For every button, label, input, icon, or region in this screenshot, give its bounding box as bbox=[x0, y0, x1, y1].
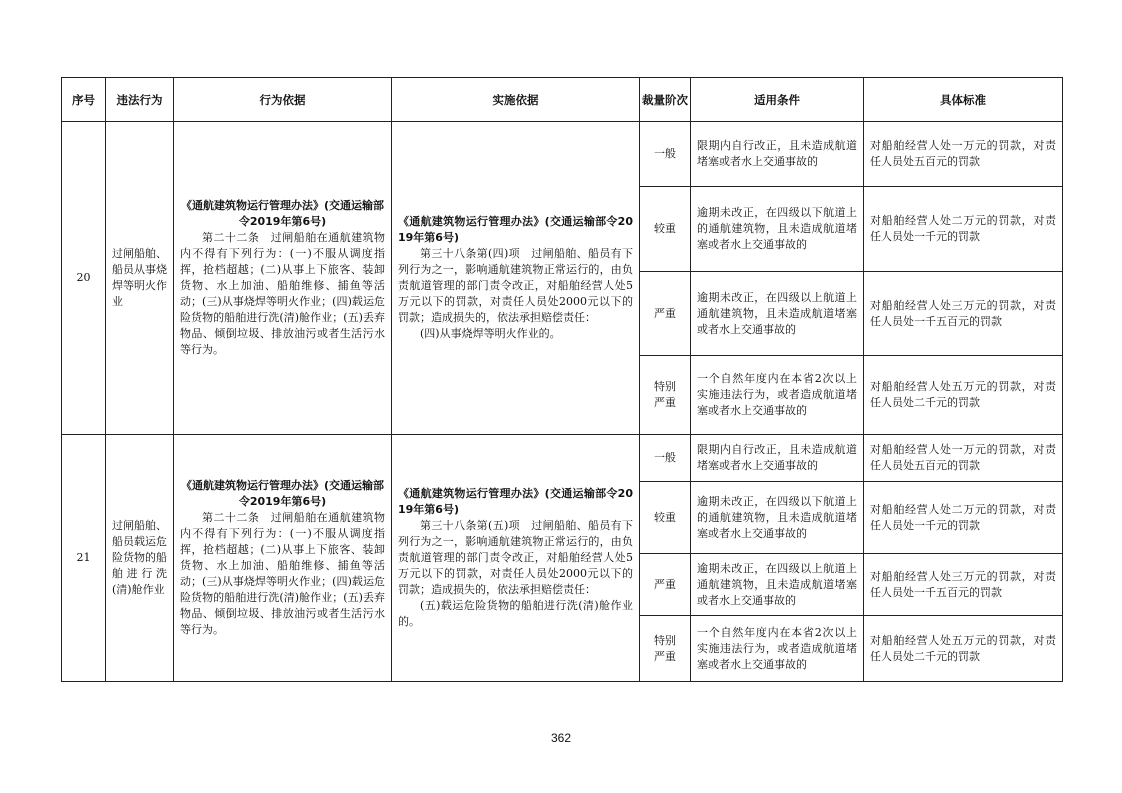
row-impl bbox=[392, 122, 640, 435]
header-level: 裁量阶次 bbox=[640, 78, 691, 122]
cond-cell: 逾期未改正，在四级以上航道上通航建筑物，且未造成航道堵塞或者水上交通事故的 bbox=[691, 554, 864, 616]
cond-cell: 一个自然年度内在本省2次以上实施违法行为，或者造成航道堵塞或者水上交通事故的 bbox=[691, 356, 864, 435]
std-cell: 对船舶经营人处三万元的罚款，对责任人员处一千五百元的罚款 bbox=[864, 272, 1063, 356]
std-cell: 对船舶经营人处二万元的罚款，对责任人员处一千元的罚款 bbox=[864, 187, 1063, 272]
impl-item: (五)载运危险货物的船舶进行洗(清)舱作业的。 bbox=[398, 599, 633, 628]
row-impl bbox=[392, 435, 640, 682]
level-cell: 严重 bbox=[640, 554, 691, 616]
impl-text: 第三十八条第(四)项 过闸船舶、船员有下列行为之一，影响通航建筑物正常运行的，由负责航道管理的部门责令改正，对船舶经营人处5万元以下的罚款，对责任人员处2000元以下的罚款；造成损失的，依法承担赔偿责任： bbox=[398, 247, 633, 324]
basis-text: 第二十二条 过闸船舶在通航建筑物内不得有下列行为：(一)不服从调度指挥，抢档超越；(二)从事上下旅客、装卸货物、水上加油、船舶维修、捕鱼等活动；(三)从事烧焊等明火作业；(四)载运危险货物的船舶进行洗(清)舱作业；(五)丢弃物品、倾倒垃圾、排放油污或者生活污水等行为。 bbox=[180, 231, 385, 356]
row-basis bbox=[174, 122, 392, 435]
header-std: 具体标准 bbox=[864, 78, 1063, 122]
basis-title: 《通航建筑物运行管理办法》(交通运输部令2019年第6号) bbox=[180, 479, 385, 508]
cond-cell: 限期内自行改正，且未造成航道堵塞或者水上交通事故的 bbox=[691, 122, 864, 187]
header-violation: 违法行为 bbox=[106, 78, 174, 122]
impl-item: (四)从事烧焊等明火作业的。 bbox=[420, 327, 561, 340]
row-violation: 过闸船舶、船员载运危险货物的船舶进行洗(清)舱作业 bbox=[106, 435, 174, 682]
header-cond: 适用条件 bbox=[691, 78, 864, 122]
table-row bbox=[62, 435, 1063, 482]
std-cell: 对船舶经营人处一万元的罚款，对责任人员处五百元的罚款 bbox=[864, 122, 1063, 187]
level-cell: 较重 bbox=[640, 482, 691, 554]
row-seq: 20 bbox=[62, 122, 106, 435]
impl-title: 《通航建筑物运行管理办法》(交通运输部令2019年第6号) bbox=[398, 487, 633, 516]
penalty-table bbox=[61, 77, 1063, 682]
level-cell: 一般 bbox=[640, 435, 691, 482]
std-cell: 对船舶经营人处五万元的罚款，对责任人员处二千元的罚款 bbox=[864, 616, 1063, 682]
level-cell: 一般 bbox=[640, 122, 691, 187]
page-number: 362 bbox=[550, 731, 572, 745]
level-cell: 特别严重 bbox=[640, 356, 691, 435]
std-cell: 对船舶经营人处一万元的罚款，对责任人员处五百元的罚款 bbox=[864, 435, 1063, 482]
basis-title: 《通航建筑物运行管理办法》(交通运输部令2019年第6号) bbox=[180, 199, 385, 228]
table-row bbox=[62, 122, 1063, 187]
cond-cell: 逾期未改正，在四级以下航道上的通航建筑物，且未造成航道堵塞或者水上交通事故的 bbox=[691, 187, 864, 272]
std-cell: 对船舶经营人处五万元的罚款，对责任人员处二千元的罚款 bbox=[864, 356, 1063, 435]
cond-cell: 限期内自行改正，且未造成航道堵塞或者水上交通事故的 bbox=[691, 435, 864, 482]
cond-cell: 逾期未改正，在四级以上航道上通航建筑物，且未造成航道堵塞或者水上交通事故的 bbox=[691, 272, 864, 356]
header-basis: 行为依据 bbox=[174, 78, 392, 122]
level-cell: 特别严重 bbox=[640, 616, 691, 682]
level-cell: 较重 bbox=[640, 187, 691, 272]
row-basis bbox=[174, 435, 392, 682]
row-seq: 21 bbox=[62, 435, 106, 682]
cond-cell: 一个自然年度内在本省2次以上实施违法行为，或者造成航道堵塞或者水上交通事故的 bbox=[691, 616, 864, 682]
header-impl: 实施依据 bbox=[392, 78, 640, 122]
header-row bbox=[62, 78, 1063, 122]
level-cell: 严重 bbox=[640, 272, 691, 356]
basis-text: 第二十二条 过闸船舶在通航建筑物内不得有下列行为：(一)不服从调度指挥，抢档超越；(二)从事上下旅客、装卸货物、水上加油、船舶维修、捕鱼等活动；(三)从事烧焊等明火作业；(四)载运危险货物的船舶进行洗(清)舱作业；(五)丢弃物品、倾倒垃圾、排放油污或者生活污水等行为。 bbox=[180, 511, 385, 636]
std-cell: 对船舶经营人处三万元的罚款，对责任人员处一千五百元的罚款 bbox=[864, 554, 1063, 616]
impl-text: 第三十八条第(五)项 过闸船舶、船员有下列行为之一，影响通航建筑物正常运行的，由负责航道管理的部门责令改正，对船舶经营人处5万元以下的罚款，对责任人员处2000元以下的罚款；造成损失的，依法承担赔偿责任： bbox=[398, 519, 633, 596]
std-cell: 对船舶经营人处二万元的罚款，对责任人员处一千元的罚款 bbox=[864, 482, 1063, 554]
row-violation: 过闸船舶、船员从事烧焊等明火作业 bbox=[106, 122, 174, 435]
impl-title: 《通航建筑物运行管理办法》(交通运输部令2019年第6号) bbox=[398, 215, 633, 244]
cond-cell: 逾期未改正，在四级以下航道上的通航建筑物，且未造成航道堵塞或者水上交通事故的 bbox=[691, 482, 864, 554]
header-seq: 序号 bbox=[62, 78, 106, 122]
